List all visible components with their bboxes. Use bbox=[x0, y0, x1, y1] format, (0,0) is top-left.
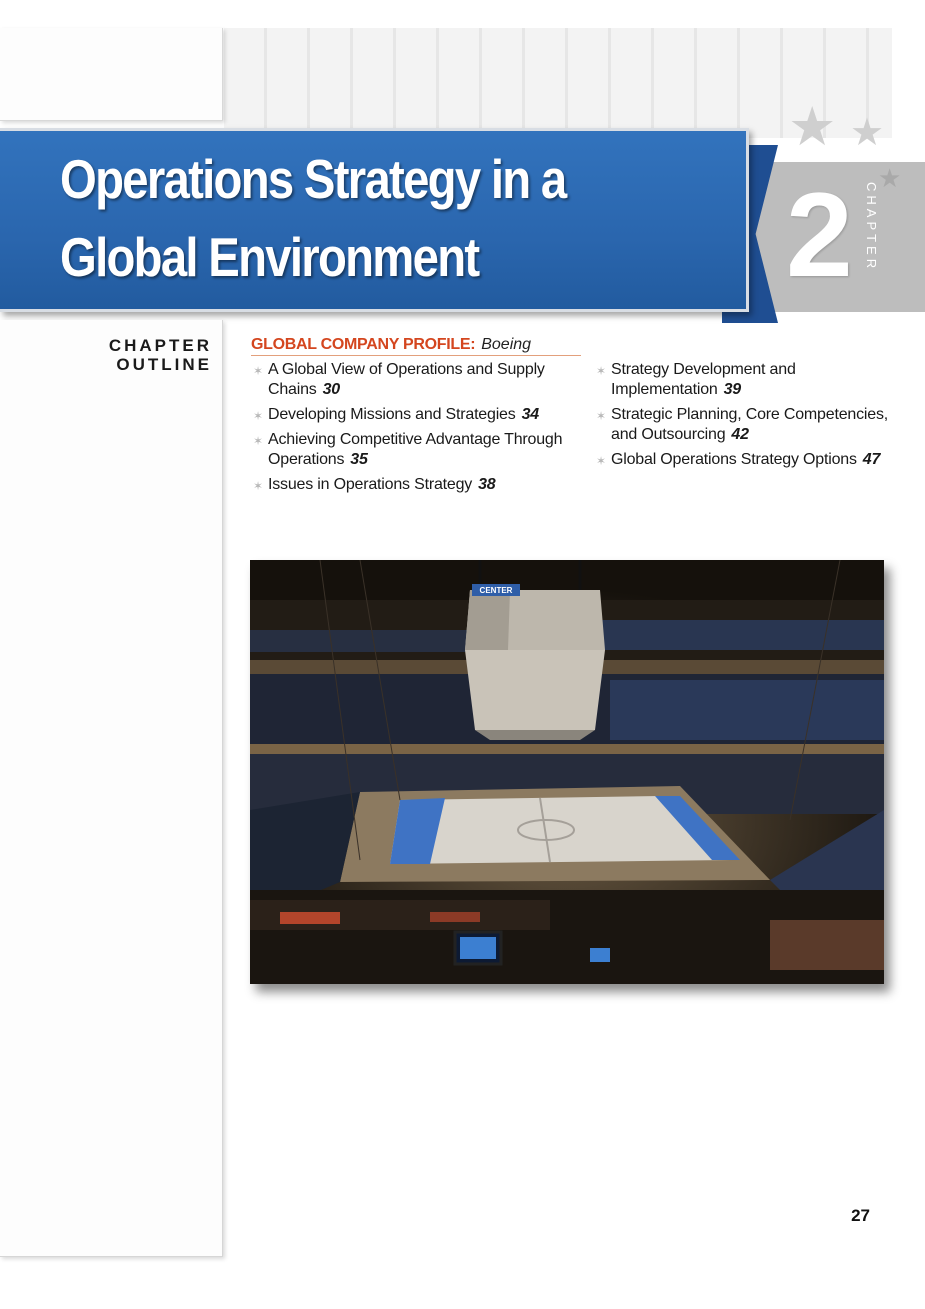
star-bullet-icon: ✶ bbox=[253, 479, 263, 493]
star-bullet-icon: ✶ bbox=[253, 364, 263, 378]
star-bullet-icon: ✶ bbox=[596, 454, 606, 468]
profile-label: GLOBAL COMPANY PROFILE: bbox=[251, 336, 476, 353]
outline-item bbox=[596, 360, 896, 400]
arena-photo bbox=[250, 560, 884, 984]
outline-item-text: A Global View of Operations and Supply Chains bbox=[268, 361, 545, 398]
outline-item-text: Global Operations Strategy Options bbox=[611, 451, 857, 468]
outline-item-page: 34 bbox=[521, 406, 539, 423]
outline-item-page: 30 bbox=[322, 381, 341, 398]
outline-item-page: 38 bbox=[478, 476, 496, 493]
star-icon: ★ bbox=[788, 97, 837, 157]
chapter-number: 2 bbox=[786, 168, 853, 302]
outline-item-page: 42 bbox=[731, 426, 749, 443]
outline-list-right bbox=[596, 360, 896, 475]
outline-heading-line1: CHAPTER bbox=[108, 336, 212, 355]
chapter-word-vertical: CHAPTER bbox=[864, 182, 879, 273]
outline-item bbox=[253, 360, 583, 400]
outline-list-left bbox=[253, 360, 583, 500]
outline-item bbox=[253, 430, 583, 470]
top-left-card bbox=[0, 28, 223, 121]
outline-item-text: Strategy Development and Implementation bbox=[611, 361, 796, 398]
outline-item-text: Issues in Operations Strategy bbox=[268, 476, 473, 493]
outline-item-page: 39 bbox=[723, 381, 741, 398]
star-icon: ★ bbox=[850, 112, 885, 154]
star-icon: ★ bbox=[878, 163, 902, 193]
chapter-title: Operations Strategy in a Global Environment bbox=[60, 148, 566, 288]
outline-item-text: Developing Missions and Strategies bbox=[268, 406, 516, 423]
outline-item bbox=[253, 475, 583, 495]
left-sidebar bbox=[0, 320, 223, 1257]
outline-item-text: Achieving Competitive Advantage Through Operations bbox=[268, 431, 563, 468]
outline-item bbox=[253, 405, 583, 425]
global-company-profile bbox=[251, 335, 581, 356]
page-number: 27 bbox=[851, 1206, 870, 1225]
outline-item-page: 35 bbox=[350, 451, 368, 468]
outline-item-text: Strategic Planning, Core Competencies, and Outsourcing bbox=[611, 406, 888, 443]
profile-company: Boeing bbox=[481, 336, 532, 353]
outline-item bbox=[596, 450, 896, 470]
outline-heading-line2: OUTLINE bbox=[116, 355, 212, 374]
outline-item bbox=[596, 405, 896, 445]
star-bullet-icon: ✶ bbox=[253, 434, 263, 448]
arena-illustration bbox=[250, 560, 884, 984]
scoreboard-text: CENTER bbox=[479, 586, 513, 595]
star-bullet-icon: ✶ bbox=[596, 409, 606, 423]
star-bullet-icon: ✶ bbox=[253, 409, 263, 423]
star-bullet-icon: ✶ bbox=[596, 364, 606, 378]
outline-item-page: 47 bbox=[862, 451, 881, 468]
chapter-outline-heading bbox=[40, 336, 212, 374]
